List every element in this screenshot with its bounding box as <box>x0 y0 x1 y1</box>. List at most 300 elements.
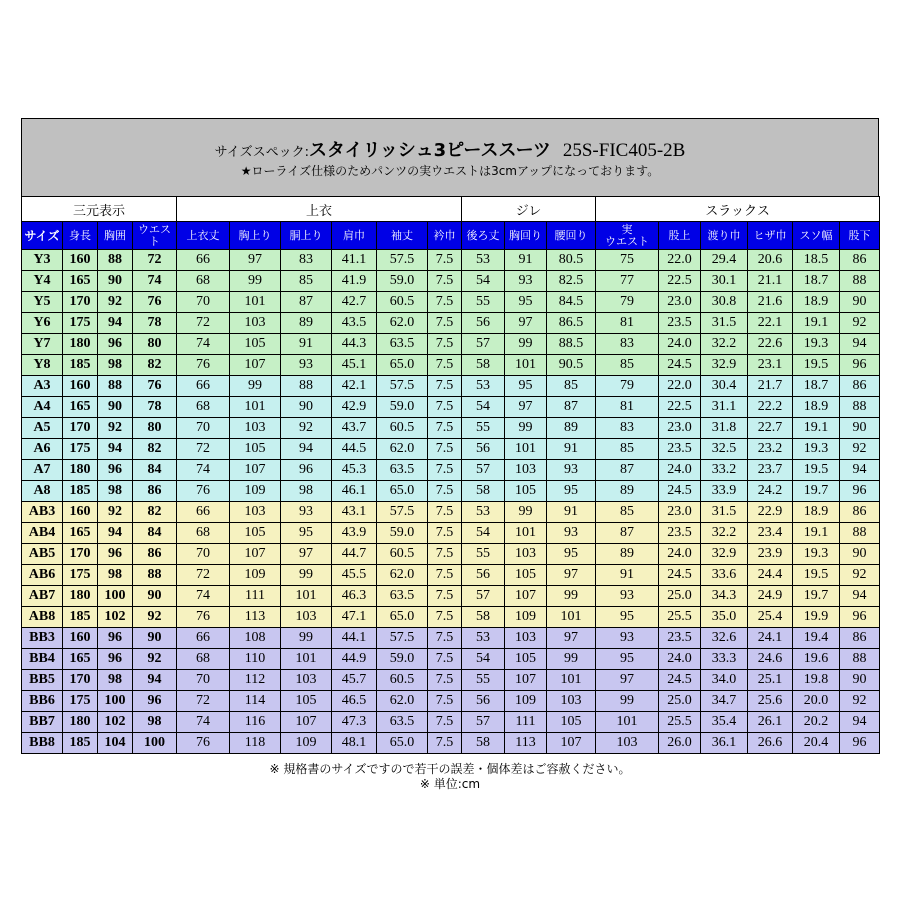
value-cell: 66 <box>177 376 230 397</box>
value-cell: 170 <box>63 544 98 565</box>
value-cell: 54 <box>462 649 505 670</box>
column-header: 衿巾 <box>428 222 462 250</box>
value-cell: 78 <box>133 313 177 334</box>
value-cell: 92 <box>281 418 332 439</box>
value-cell: 100 <box>98 691 133 712</box>
value-cell: 19.1 <box>793 418 840 439</box>
table-row <box>22 691 880 712</box>
value-cell: 18.7 <box>793 376 840 397</box>
value-cell: 72 <box>177 691 230 712</box>
value-cell: 19.3 <box>793 544 840 565</box>
value-cell: 48.1 <box>332 733 377 754</box>
value-cell: 57.5 <box>377 502 428 523</box>
value-cell: 175 <box>63 313 98 334</box>
value-cell: 25.0 <box>659 691 701 712</box>
value-cell: 103 <box>230 502 281 523</box>
size-spec-sheet <box>21 118 879 754</box>
column-header: 腰回り <box>547 222 596 250</box>
value-cell: 170 <box>63 418 98 439</box>
value-cell: 24.5 <box>659 670 701 691</box>
value-cell: 22.0 <box>659 376 701 397</box>
value-cell: 19.5 <box>793 460 840 481</box>
value-cell: 60.5 <box>377 292 428 313</box>
value-cell: 26.1 <box>748 712 793 733</box>
value-cell: 104 <box>98 733 133 754</box>
value-cell: 170 <box>63 670 98 691</box>
table-row <box>22 607 880 628</box>
value-cell: 44.1 <box>332 628 377 649</box>
value-cell: 54 <box>462 523 505 544</box>
value-cell: 102 <box>98 607 133 628</box>
value-cell: 44.3 <box>332 334 377 355</box>
value-cell: 105 <box>505 481 547 502</box>
value-cell: 62.0 <box>377 691 428 712</box>
product-name: スタイリッシュ3ピーススーツ <box>309 140 551 161</box>
value-cell: 22.2 <box>748 397 793 418</box>
table-row <box>22 313 880 334</box>
value-cell: 63.5 <box>377 334 428 355</box>
value-cell: 72 <box>177 565 230 586</box>
value-cell: 7.5 <box>428 628 462 649</box>
value-cell: 7.5 <box>428 523 462 544</box>
size-cell: BB8 <box>22 733 63 754</box>
spec-banner <box>21 118 879 196</box>
value-cell: 25.0 <box>659 586 701 607</box>
value-cell: 105 <box>230 439 281 460</box>
value-cell: 46.1 <box>332 481 377 502</box>
value-cell: 92 <box>133 607 177 628</box>
value-cell: 93 <box>281 502 332 523</box>
value-cell: 33.6 <box>701 565 748 586</box>
value-cell: 98 <box>98 565 133 586</box>
value-cell: 98 <box>133 712 177 733</box>
value-cell: 175 <box>63 691 98 712</box>
value-cell: 24.5 <box>659 355 701 376</box>
table-row <box>22 502 880 523</box>
value-cell: 35.0 <box>701 607 748 628</box>
value-cell: 89 <box>281 313 332 334</box>
size-cell: A4 <box>22 397 63 418</box>
value-cell: 7.5 <box>428 607 462 628</box>
value-cell: 90 <box>133 628 177 649</box>
value-cell: 185 <box>63 355 98 376</box>
table-row <box>22 460 880 481</box>
value-cell: 18.9 <box>793 397 840 418</box>
table-row <box>22 712 880 733</box>
value-cell: 30.8 <box>701 292 748 313</box>
table-row <box>22 523 880 544</box>
value-cell: 94 <box>281 439 332 460</box>
column-header: 股上 <box>659 222 701 250</box>
value-cell: 185 <box>63 607 98 628</box>
value-cell: 98 <box>281 481 332 502</box>
value-cell: 85 <box>596 355 659 376</box>
value-cell: 33.2 <box>701 460 748 481</box>
value-cell: 65.0 <box>377 607 428 628</box>
value-cell: 92 <box>98 418 133 439</box>
value-cell: 24.0 <box>659 460 701 481</box>
value-cell: 185 <box>63 481 98 502</box>
value-cell: 24.2 <box>748 481 793 502</box>
group-vest: ジレ <box>462 197 596 222</box>
footer-notes <box>0 762 900 792</box>
value-cell: 23.0 <box>659 502 701 523</box>
value-cell: 93 <box>547 523 596 544</box>
value-cell: 70 <box>177 670 230 691</box>
table-row <box>22 355 880 376</box>
value-cell: 65.0 <box>377 733 428 754</box>
value-cell: 175 <box>63 439 98 460</box>
value-cell: 165 <box>63 271 98 292</box>
value-cell: 100 <box>98 586 133 607</box>
value-cell: 97 <box>230 250 281 271</box>
value-cell: 18.9 <box>793 502 840 523</box>
value-cell: 101 <box>505 355 547 376</box>
banner-note: ★ローライズ仕様のためパンツの実ウエストは3cmアップになっております。 <box>240 164 660 178</box>
group-jacket: 上衣 <box>177 197 462 222</box>
value-cell: 7.5 <box>428 376 462 397</box>
value-cell: 89 <box>547 418 596 439</box>
column-header: スソ幅 <box>793 222 840 250</box>
value-cell: 23.5 <box>659 628 701 649</box>
value-cell: 90 <box>281 397 332 418</box>
value-cell: 7.5 <box>428 712 462 733</box>
value-cell: 96 <box>98 460 133 481</box>
value-cell: 94 <box>98 439 133 460</box>
value-cell: 7.5 <box>428 460 462 481</box>
value-cell: 19.1 <box>793 313 840 334</box>
value-cell: 105 <box>547 712 596 733</box>
value-cell: 56 <box>462 565 505 586</box>
value-cell: 7.5 <box>428 544 462 565</box>
value-cell: 88 <box>133 565 177 586</box>
value-cell: 19.6 <box>793 649 840 670</box>
value-cell: 95 <box>596 607 659 628</box>
value-cell: 74 <box>133 271 177 292</box>
value-cell: 30.4 <box>701 376 748 397</box>
value-cell: 87 <box>281 292 332 313</box>
value-cell: 86 <box>840 628 880 649</box>
value-cell: 19.3 <box>793 334 840 355</box>
size-cell: BB3 <box>22 628 63 649</box>
value-cell: 96 <box>133 691 177 712</box>
value-cell: 160 <box>63 628 98 649</box>
value-cell: 7.5 <box>428 313 462 334</box>
value-cell: 57 <box>462 334 505 355</box>
banner-title-line <box>22 119 878 162</box>
value-cell: 74 <box>177 334 230 355</box>
value-cell: 23.4 <box>748 523 793 544</box>
value-cell: 95 <box>505 376 547 397</box>
column-header: 身長 <box>63 222 98 250</box>
value-cell: 19.1 <box>793 523 840 544</box>
column-header: サイズ <box>22 222 63 250</box>
value-cell: 90 <box>840 418 880 439</box>
value-cell: 92 <box>840 439 880 460</box>
table-row <box>22 397 880 418</box>
value-cell: 90 <box>133 586 177 607</box>
value-cell: 7.5 <box>428 418 462 439</box>
value-cell: 160 <box>63 502 98 523</box>
size-cell: AB8 <box>22 607 63 628</box>
value-cell: 114 <box>230 691 281 712</box>
value-cell: 88 <box>840 271 880 292</box>
value-cell: 99 <box>547 649 596 670</box>
value-cell: 103 <box>230 418 281 439</box>
value-cell: 91 <box>596 565 659 586</box>
value-cell: 46.5 <box>332 691 377 712</box>
value-cell: 107 <box>505 670 547 691</box>
value-cell: 80.5 <box>547 250 596 271</box>
size-cell: A8 <box>22 481 63 502</box>
value-cell: 85 <box>281 271 332 292</box>
value-cell: 105 <box>505 565 547 586</box>
value-cell: 23.0 <box>659 418 701 439</box>
value-cell: 103 <box>505 544 547 565</box>
value-cell: 86 <box>840 502 880 523</box>
value-cell: 25.5 <box>659 712 701 733</box>
value-cell: 76 <box>133 376 177 397</box>
value-cell: 20.6 <box>748 250 793 271</box>
value-cell: 57 <box>462 460 505 481</box>
value-cell: 107 <box>505 586 547 607</box>
value-cell: 72 <box>177 439 230 460</box>
size-table-body <box>22 250 880 754</box>
value-cell: 99 <box>505 418 547 439</box>
value-cell: 99 <box>505 502 547 523</box>
column-header: 上衣丈 <box>177 222 230 250</box>
group-slacks: スラックス <box>596 197 880 222</box>
column-header: 肩巾 <box>332 222 377 250</box>
value-cell: 90 <box>98 271 133 292</box>
value-cell: 98 <box>98 355 133 376</box>
value-cell: 47.3 <box>332 712 377 733</box>
table-row <box>22 544 880 565</box>
column-header-row <box>22 222 880 250</box>
value-cell: 22.5 <box>659 271 701 292</box>
value-cell: 66 <box>177 250 230 271</box>
value-cell: 43.9 <box>332 523 377 544</box>
value-cell: 109 <box>230 481 281 502</box>
value-cell: 7.5 <box>428 670 462 691</box>
value-cell: 95 <box>505 292 547 313</box>
tolerance-note: ※ 規格書のサイズですので若干の誤差・個体差はご容赦ください。 <box>269 762 631 776</box>
value-cell: 24.9 <box>748 586 793 607</box>
value-cell: 68 <box>177 523 230 544</box>
size-cell: AB6 <box>22 565 63 586</box>
value-cell: 43.1 <box>332 502 377 523</box>
column-header: 胸回り <box>505 222 547 250</box>
value-cell: 94 <box>840 712 880 733</box>
value-cell: 96 <box>840 481 880 502</box>
unit-note: ※ 単位:cm <box>419 777 481 791</box>
value-cell: 19.7 <box>793 586 840 607</box>
value-cell: 94 <box>98 523 133 544</box>
value-cell: 56 <box>462 691 505 712</box>
value-cell: 55 <box>462 670 505 691</box>
value-cell: 107 <box>230 544 281 565</box>
value-cell: 19.8 <box>793 670 840 691</box>
value-cell: 66 <box>177 502 230 523</box>
value-cell: 111 <box>505 712 547 733</box>
value-cell: 94 <box>133 670 177 691</box>
value-cell: 24.0 <box>659 649 701 670</box>
value-cell: 42.1 <box>332 376 377 397</box>
value-cell: 19.3 <box>793 439 840 460</box>
value-cell: 41.1 <box>332 250 377 271</box>
value-cell: 23.5 <box>659 313 701 334</box>
value-cell: 110 <box>230 649 281 670</box>
value-cell: 44.5 <box>332 439 377 460</box>
size-cell: Y3 <box>22 250 63 271</box>
value-cell: 7.5 <box>428 250 462 271</box>
value-cell: 55 <box>462 544 505 565</box>
value-cell: 55 <box>462 292 505 313</box>
value-cell: 84.5 <box>547 292 596 313</box>
value-cell: 84 <box>133 523 177 544</box>
value-cell: 32.9 <box>701 355 748 376</box>
value-cell: 62.0 <box>377 313 428 334</box>
value-cell: 100 <box>133 733 177 754</box>
value-cell: 101 <box>281 586 332 607</box>
value-cell: 97 <box>547 628 596 649</box>
value-cell: 23.2 <box>748 439 793 460</box>
value-cell: 107 <box>230 355 281 376</box>
value-cell: 76 <box>177 733 230 754</box>
value-cell: 103 <box>230 313 281 334</box>
column-header: 股下 <box>840 222 880 250</box>
value-cell: 96 <box>840 355 880 376</box>
value-cell: 97 <box>281 544 332 565</box>
value-cell: 82.5 <box>547 271 596 292</box>
value-cell: 45.5 <box>332 565 377 586</box>
value-cell: 7.5 <box>428 271 462 292</box>
value-cell: 57.5 <box>377 376 428 397</box>
value-cell: 56 <box>462 313 505 334</box>
value-cell: 101 <box>230 292 281 313</box>
table-row <box>22 334 880 355</box>
value-cell: 88 <box>281 376 332 397</box>
value-cell: 65.0 <box>377 481 428 502</box>
value-cell: 59.0 <box>377 523 428 544</box>
value-cell: 26.0 <box>659 733 701 754</box>
value-cell: 92 <box>98 502 133 523</box>
table-row <box>22 733 880 754</box>
value-cell: 99 <box>281 628 332 649</box>
value-cell: 62.0 <box>377 565 428 586</box>
value-cell: 7.5 <box>428 565 462 586</box>
value-cell: 97 <box>596 670 659 691</box>
value-cell: 36.1 <box>701 733 748 754</box>
value-cell: 45.1 <box>332 355 377 376</box>
size-cell: Y5 <box>22 292 63 313</box>
value-cell: 24.0 <box>659 544 701 565</box>
value-cell: 22.6 <box>748 334 793 355</box>
value-cell: 96 <box>98 334 133 355</box>
size-cell: BB5 <box>22 670 63 691</box>
value-cell: 23.7 <box>748 460 793 481</box>
value-cell: 7.5 <box>428 439 462 460</box>
value-cell: 103 <box>547 691 596 712</box>
value-cell: 108 <box>230 628 281 649</box>
value-cell: 180 <box>63 712 98 733</box>
value-cell: 24.1 <box>748 628 793 649</box>
value-cell: 88 <box>98 250 133 271</box>
value-cell: 95 <box>281 523 332 544</box>
value-cell: 32.6 <box>701 628 748 649</box>
table-row <box>22 250 880 271</box>
value-cell: 97 <box>505 313 547 334</box>
value-cell: 101 <box>547 670 596 691</box>
table-row <box>22 628 880 649</box>
table-row <box>22 376 880 397</box>
value-cell: 83 <box>596 418 659 439</box>
value-cell: 81 <box>596 313 659 334</box>
value-cell: 97 <box>505 397 547 418</box>
value-cell: 85 <box>596 439 659 460</box>
value-cell: 44.7 <box>332 544 377 565</box>
value-cell: 90 <box>840 292 880 313</box>
value-cell: 88 <box>840 397 880 418</box>
value-cell: 42.9 <box>332 397 377 418</box>
value-cell: 20.2 <box>793 712 840 733</box>
value-cell: 91 <box>281 334 332 355</box>
value-cell: 41.9 <box>332 271 377 292</box>
value-cell: 25.5 <box>659 607 701 628</box>
value-cell: 63.5 <box>377 712 428 733</box>
table-row <box>22 418 880 439</box>
value-cell: 20.0 <box>793 691 840 712</box>
value-cell: 107 <box>547 733 596 754</box>
value-cell: 94 <box>840 586 880 607</box>
value-cell: 23.9 <box>748 544 793 565</box>
value-cell: 31.5 <box>701 313 748 334</box>
banner-prefix: サイズスペック: <box>214 145 310 160</box>
value-cell: 70 <box>177 544 230 565</box>
value-cell: 89 <box>596 481 659 502</box>
value-cell: 57.5 <box>377 628 428 649</box>
value-cell: 111 <box>230 586 281 607</box>
value-cell: 47.1 <box>332 607 377 628</box>
value-cell: 105 <box>230 334 281 355</box>
value-cell: 29.4 <box>701 250 748 271</box>
value-cell: 32.2 <box>701 523 748 544</box>
value-cell: 107 <box>281 712 332 733</box>
value-cell: 90 <box>840 544 880 565</box>
value-cell: 7.5 <box>428 733 462 754</box>
product-code: 25S-FIC405-2B <box>562 140 686 161</box>
column-header: ウエスト <box>133 222 177 250</box>
value-cell: 19.5 <box>793 565 840 586</box>
value-cell: 53 <box>462 628 505 649</box>
value-cell: 46.3 <box>332 586 377 607</box>
value-cell: 180 <box>63 586 98 607</box>
value-cell: 35.4 <box>701 712 748 733</box>
value-cell: 96 <box>840 733 880 754</box>
value-cell: 60.5 <box>377 670 428 691</box>
value-cell: 70 <box>177 292 230 313</box>
value-cell: 7.5 <box>428 586 462 607</box>
value-cell: 7.5 <box>428 397 462 418</box>
value-cell: 105 <box>505 649 547 670</box>
value-cell: 93 <box>596 628 659 649</box>
value-cell: 80 <box>133 334 177 355</box>
value-cell: 94 <box>840 460 880 481</box>
value-cell: 60.5 <box>377 544 428 565</box>
value-cell: 74 <box>177 712 230 733</box>
value-cell: 87 <box>547 397 596 418</box>
value-cell: 93 <box>596 586 659 607</box>
